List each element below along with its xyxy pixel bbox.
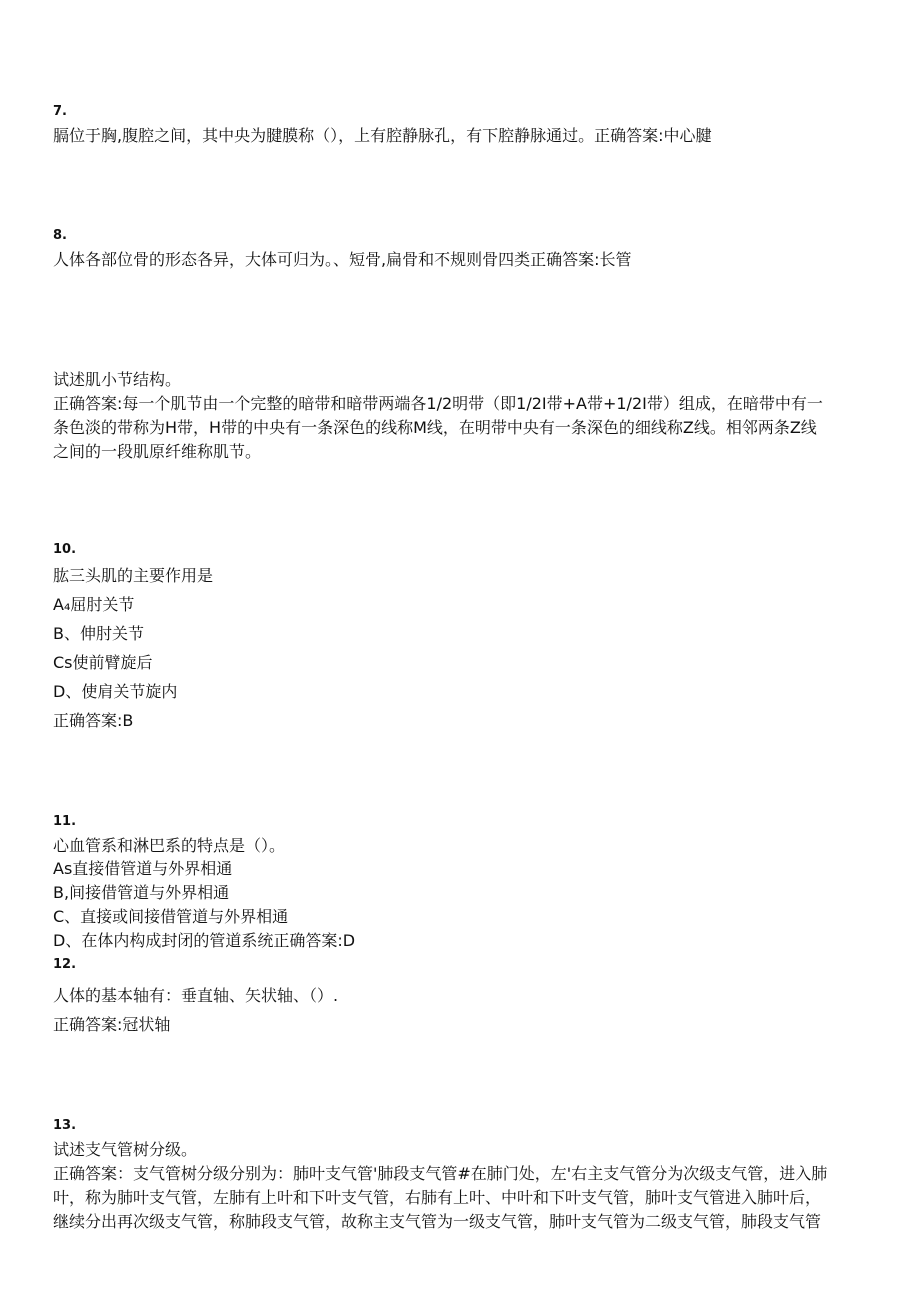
question-11-option-c: C、直接或间接借管道与外界相通 <box>53 907 289 926</box>
question-9-answer-line: 之间的一段肌原纤维称肌节。 <box>53 442 262 461</box>
question-12-text: 人体的基本轴有：垂直轴、矢状轴、（）. <box>53 986 339 1005</box>
question-10-number: 10. <box>53 542 77 557</box>
question-11-number: 11. <box>53 814 77 829</box>
question-13-answer-line: 叶，称为肺叶支气管，左肺有上叶和下叶支气管，右肺有上叶、中叶和下叶支气管，肺叶支气管进入肺叶后， <box>53 1188 822 1207</box>
question-10-option-a: A₄屈肘关节 <box>53 595 135 614</box>
question-8-number: 8. <box>53 228 67 243</box>
question-10-answer: 正确答案:B <box>53 711 134 730</box>
question-12-number: 12. <box>53 957 77 972</box>
question-11-option-b: B,间接借管道与外界相通 <box>53 883 230 902</box>
question-7-text: 膈位于胸,腹腔之间，其中央为腱膜称（），上有腔静脉孔，有下腔静脉通过。正确答案:中心腱 <box>53 126 712 145</box>
question-11-option-d: D、在体内构成封闭的管道系统正确答案:D <box>53 931 356 950</box>
question-13-answer-line: 继续分出再次级支气管，称肺段支气管，故称主支气管为一级支气管，肺叶支气管为二级支气管，肺段支气管 <box>53 1212 822 1231</box>
question-11-option-a: As直接借管道与外界相通 <box>53 859 233 878</box>
question-10-option-d: D、使肩关节旋内 <box>53 682 178 701</box>
question-10-option-c: Cs使前臂旋后 <box>53 653 153 672</box>
question-9-text: 试述肌小节结构。 <box>53 370 182 389</box>
question-9-answer-line: 正确答案:每一个肌节由一个完整的暗带和暗带两端各1/2明带（即1/2I带+A带+1/2I带）组成，在暗带中有一 <box>53 394 823 413</box>
question-12-answer: 正确答案:冠状轴 <box>53 1015 171 1034</box>
question-8-text: 人体各部位骨的形态各异，大体可归为。、短骨,扁骨和不规则骨四类正确答案:长管 <box>53 250 632 269</box>
question-10-text: 肱三头肌的主要作用是 <box>53 566 214 585</box>
question-7-number: 7. <box>53 104 67 119</box>
question-10-option-b: B、伸肘关节 <box>53 624 144 643</box>
question-11-text: 心血管系和淋巴系的特点是（）。 <box>53 836 286 855</box>
question-13-answer-line: 正确答案：支气管树分级分别为：肺叶支气管'肺段支气管#在肺门处，左'右主支气管分为次级支气管，进入肺 <box>53 1164 828 1183</box>
question-13-number: 13. <box>53 1118 77 1133</box>
question-13-text: 试述支气管树分级。 <box>53 1140 198 1159</box>
question-9-answer-line: 条色淡的带称为H带，H带的中央有一条深色的线称M线，在明带中央有一条深色的细线称Z线。相邻两条Z线 <box>53 418 817 437</box>
